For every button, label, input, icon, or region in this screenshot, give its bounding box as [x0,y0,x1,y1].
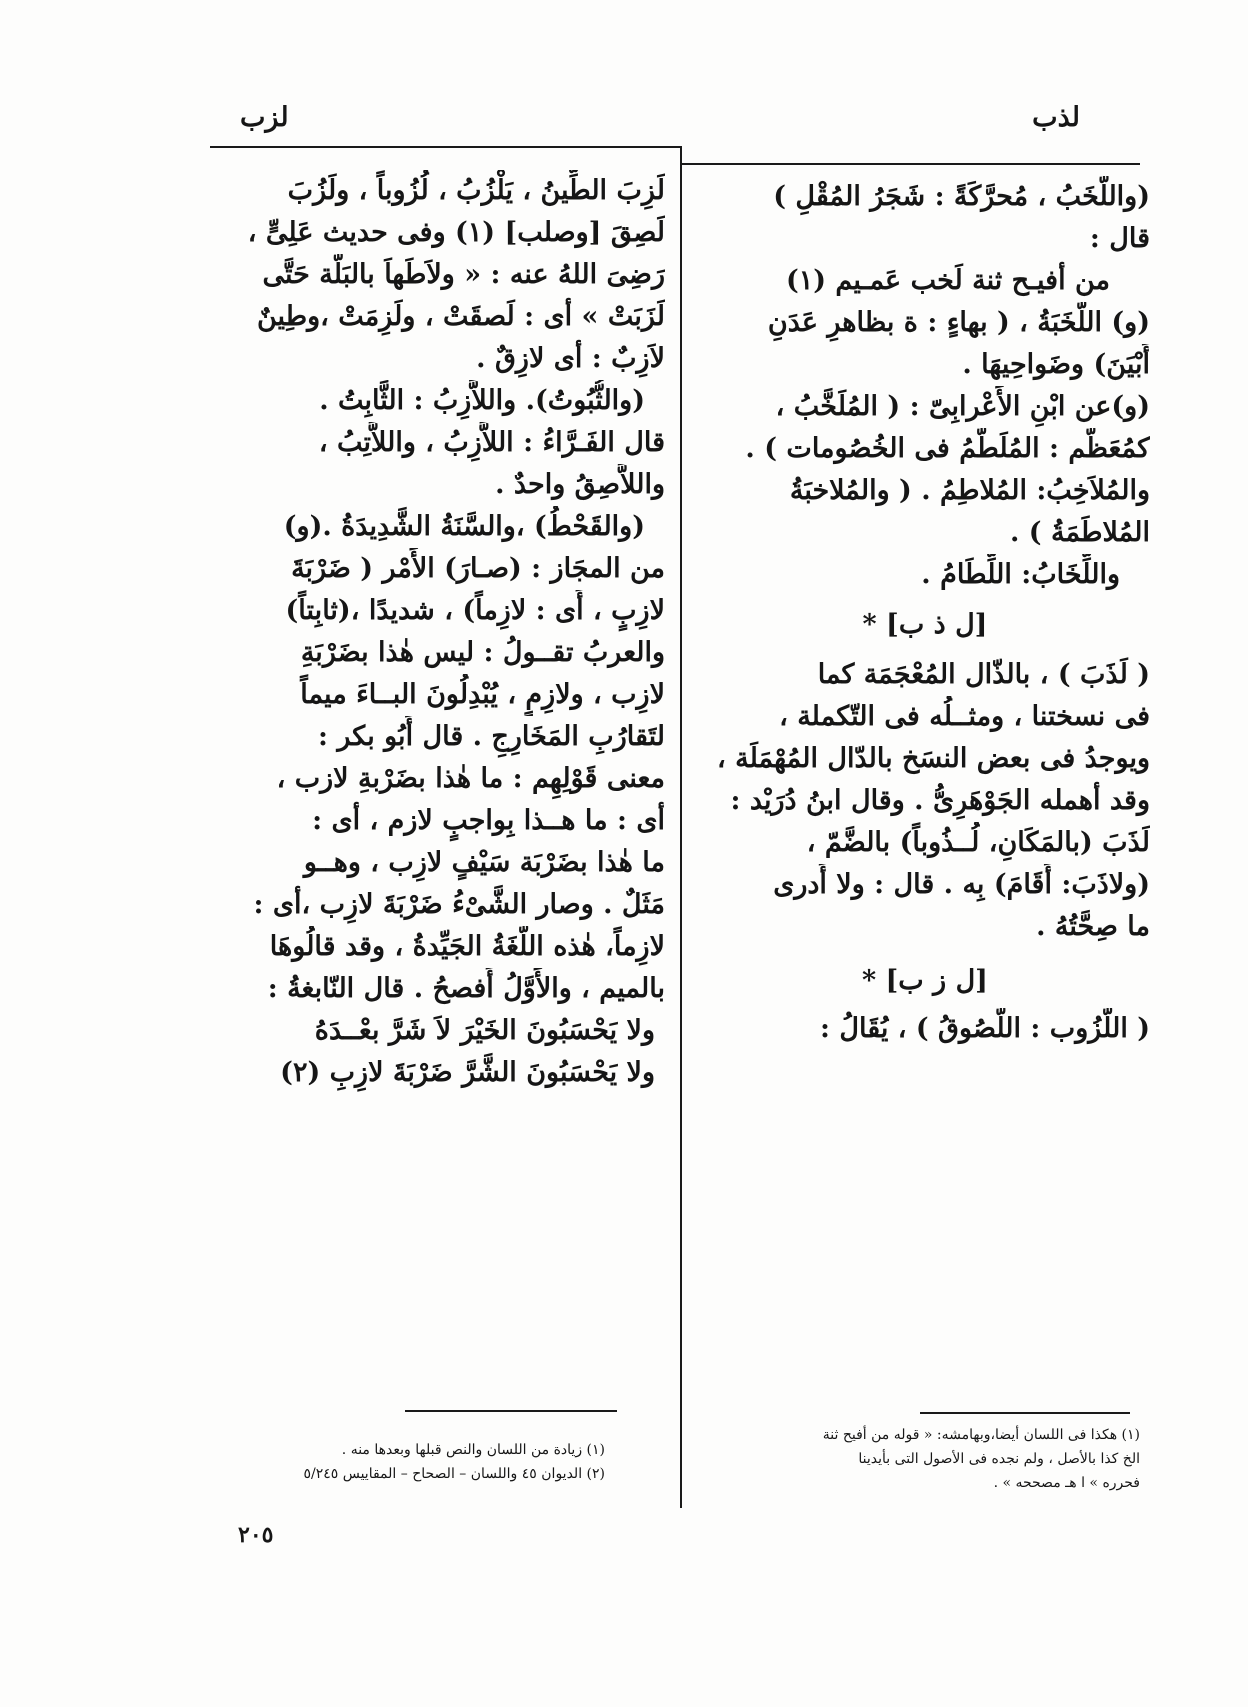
text-line: من المجَاز : (صـارَ) الأَمْر ( ضَرْبَةَ [291,553,665,584]
text-line: أَبْيَنَ) وضَواحِيهَا . [962,349,1150,380]
text-line: لازِبٍ ، أَى : لازِماً) ، شديدًا ،(ثابِتاً) [285,595,665,626]
text-line: لاَزِبٌ : أى لازِقٌ . [476,343,665,374]
text-line: المُلاطَمَةُ ) . [1010,517,1150,548]
text-line: والمُلاَخِبُ: المُلاطِمُ . ( والمُلاخبَةُ [789,475,1150,506]
text-line: لازِب ، ولازِمٍ ، يُبْدِلُونَ البــاءَ ميماً [300,679,665,710]
text-line: ما هٰذا بضَرْبَة سَيْفٍ لازِب ، وهــو [303,847,665,878]
text-line: (واللَّخَبُ ، مُحرَّكَةً : شَجَرُ المُقْلِ ) [773,181,1150,212]
footnotes-left [205,1438,605,1486]
verse-line: ولا يَحْسَبُونَ الشَّرَّ ضَرْبَةَ لازِبِ (٢) [280,1057,655,1088]
text-line: كمُعَظَّم : المُلَطَّمُ فى الخُصُومات ) . [745,433,1150,464]
text-line: أى : ما هــذا بِواجبٍ لازم ، أى : [312,805,665,836]
text-line: (والقَحْطُ) ،والسَّنَةُ الشَّدِيدَةُ .(و) [283,511,645,542]
text-line: لَذَبَ (بالمَكَانِ، لُــذُوباً) بالضَّمّ ، [806,827,1150,858]
text-line: رَضِىَ اللهُ عنه : « ولاَطَهاَ بالبَلَّة حَتَّى [262,259,665,290]
right-column [700,176,1150,1050]
text-line: (ولاذَبَ: أَقَامَ) بِه . قال : ولا أَدرى [773,869,1150,900]
footnote: الخ كذا بالأصل ، ولم نجده فى الأصول التى بأيدينا [858,1451,1140,1467]
text-line: ما صِحَّتُهُ . [1036,911,1150,942]
footnote: (٢) الديوان ٤٥ واللسان – الصحاح – المقاييس ٥/٢٤٥ [303,1466,605,1482]
column-divider [680,146,682,1508]
entry-heading: [ل ذ ب] * [862,609,988,640]
text-line: لَزَبَتْ » أى : لَصقَتْ ، ولَزِمَتْ ،وطِينٌ [256,301,665,332]
text-line: (والثُّبُوتُ). واللاَّزِبُ : الثَّابِتُ . [319,385,645,416]
text-line: قال الفَـرَّاءُ : اللاَّزِبُ ، واللاَّتِبُ ، [318,427,665,458]
text-line: والعربُ تقــولُ : ليس هٰذا بضَرْبَةِ [300,637,665,668]
text-line: واللاَّصِقُ واحدٌ . [495,469,665,500]
running-header-left: لزب [240,102,289,133]
text-line: مَثَلٌ . وصار الشَّىْءُ ضَرْبَةَ لازِب ،أى : [253,889,665,920]
text-line: معنى قَوْلِهِم : ما هٰذا بضَرْبةِ لازب ، [276,763,665,794]
footnote: (١) زيادة من اللسان والنص قبلها وبعدها منه . [341,1442,605,1458]
text-line: بالميم ، والأَوَّلُ أَفصحُ . قال النّابغةُ : [267,973,665,1004]
text-line: (و) اللَّخَبَةُ ، ( بهاءٍ : ة بظاهرِ عَدَنِ [767,307,1150,338]
entry-heading: [ل ز ب] * [862,965,988,996]
verse-line: ولا يَحْسَبُونَ الخَيْرَ لاَ شَرَّ بعْــدَهُ [314,1015,655,1046]
text-line: وقد أهمله الجَوْهَرِىُّ . وقال ابنُ دُرَيْد : [730,785,1150,816]
footnote-rule-left [405,1410,617,1412]
text-line: قال : [1089,223,1150,254]
text-line: ويوجدُ فى بعض النسَخ بالدّال المُهْمَلَة ، [717,743,1150,774]
footnotes-right [705,1423,1140,1495]
text-line: ( اللُّزُوب : اللُّصُوقُ ) ، يُقَالُ : [819,1013,1150,1044]
text-line: فى نسختنا ، ومثــلُه فى التّكملة ، [779,701,1150,732]
page-number: ٢٠٥ [238,1522,274,1548]
footnote: (١) هكذا فى اللسان أيضا،وبهامشه: « قوله من أفيح ثنة [822,1427,1140,1443]
text-line: لَزِبَ الطِّينُ ، يَلْزُبُ ، لُزُوباً ، ولَزُبَ [287,175,665,206]
text-line: واللِّخَابُ: اللِّطَامُ . [921,559,1120,590]
text-line: (و)عن ابْنِ الأَعْرابِىّ : ( المُلَخَّبُ ، [775,391,1150,422]
running-header-right: لذب [1032,102,1080,133]
text-line: لتَقارُبِ المَخَارِجِ . قال أَبُو بكر : [318,721,665,752]
left-column [205,170,665,1094]
header-rule-right [680,163,1140,165]
header-rule-left [210,146,680,148]
verse-line: من أفيـح ثنة لَخب عَمـيم (١) [785,265,1110,296]
text-line: لازِماً، هٰذه اللُّغَةُ الجَيِّدةُ ، وقد قالُوهَا [269,931,665,962]
text-line: ( لَذَبَ ) ، بالذّال المُعْجَمَة كما [817,659,1150,690]
text-line: لَصِقَ [وصلب] (١) وفى حديث عَلِىٍّ ، [247,217,665,248]
footnote: فحرره » ا هـ مصححه » . [993,1475,1140,1491]
footnote-rule-right [920,1412,1130,1414]
